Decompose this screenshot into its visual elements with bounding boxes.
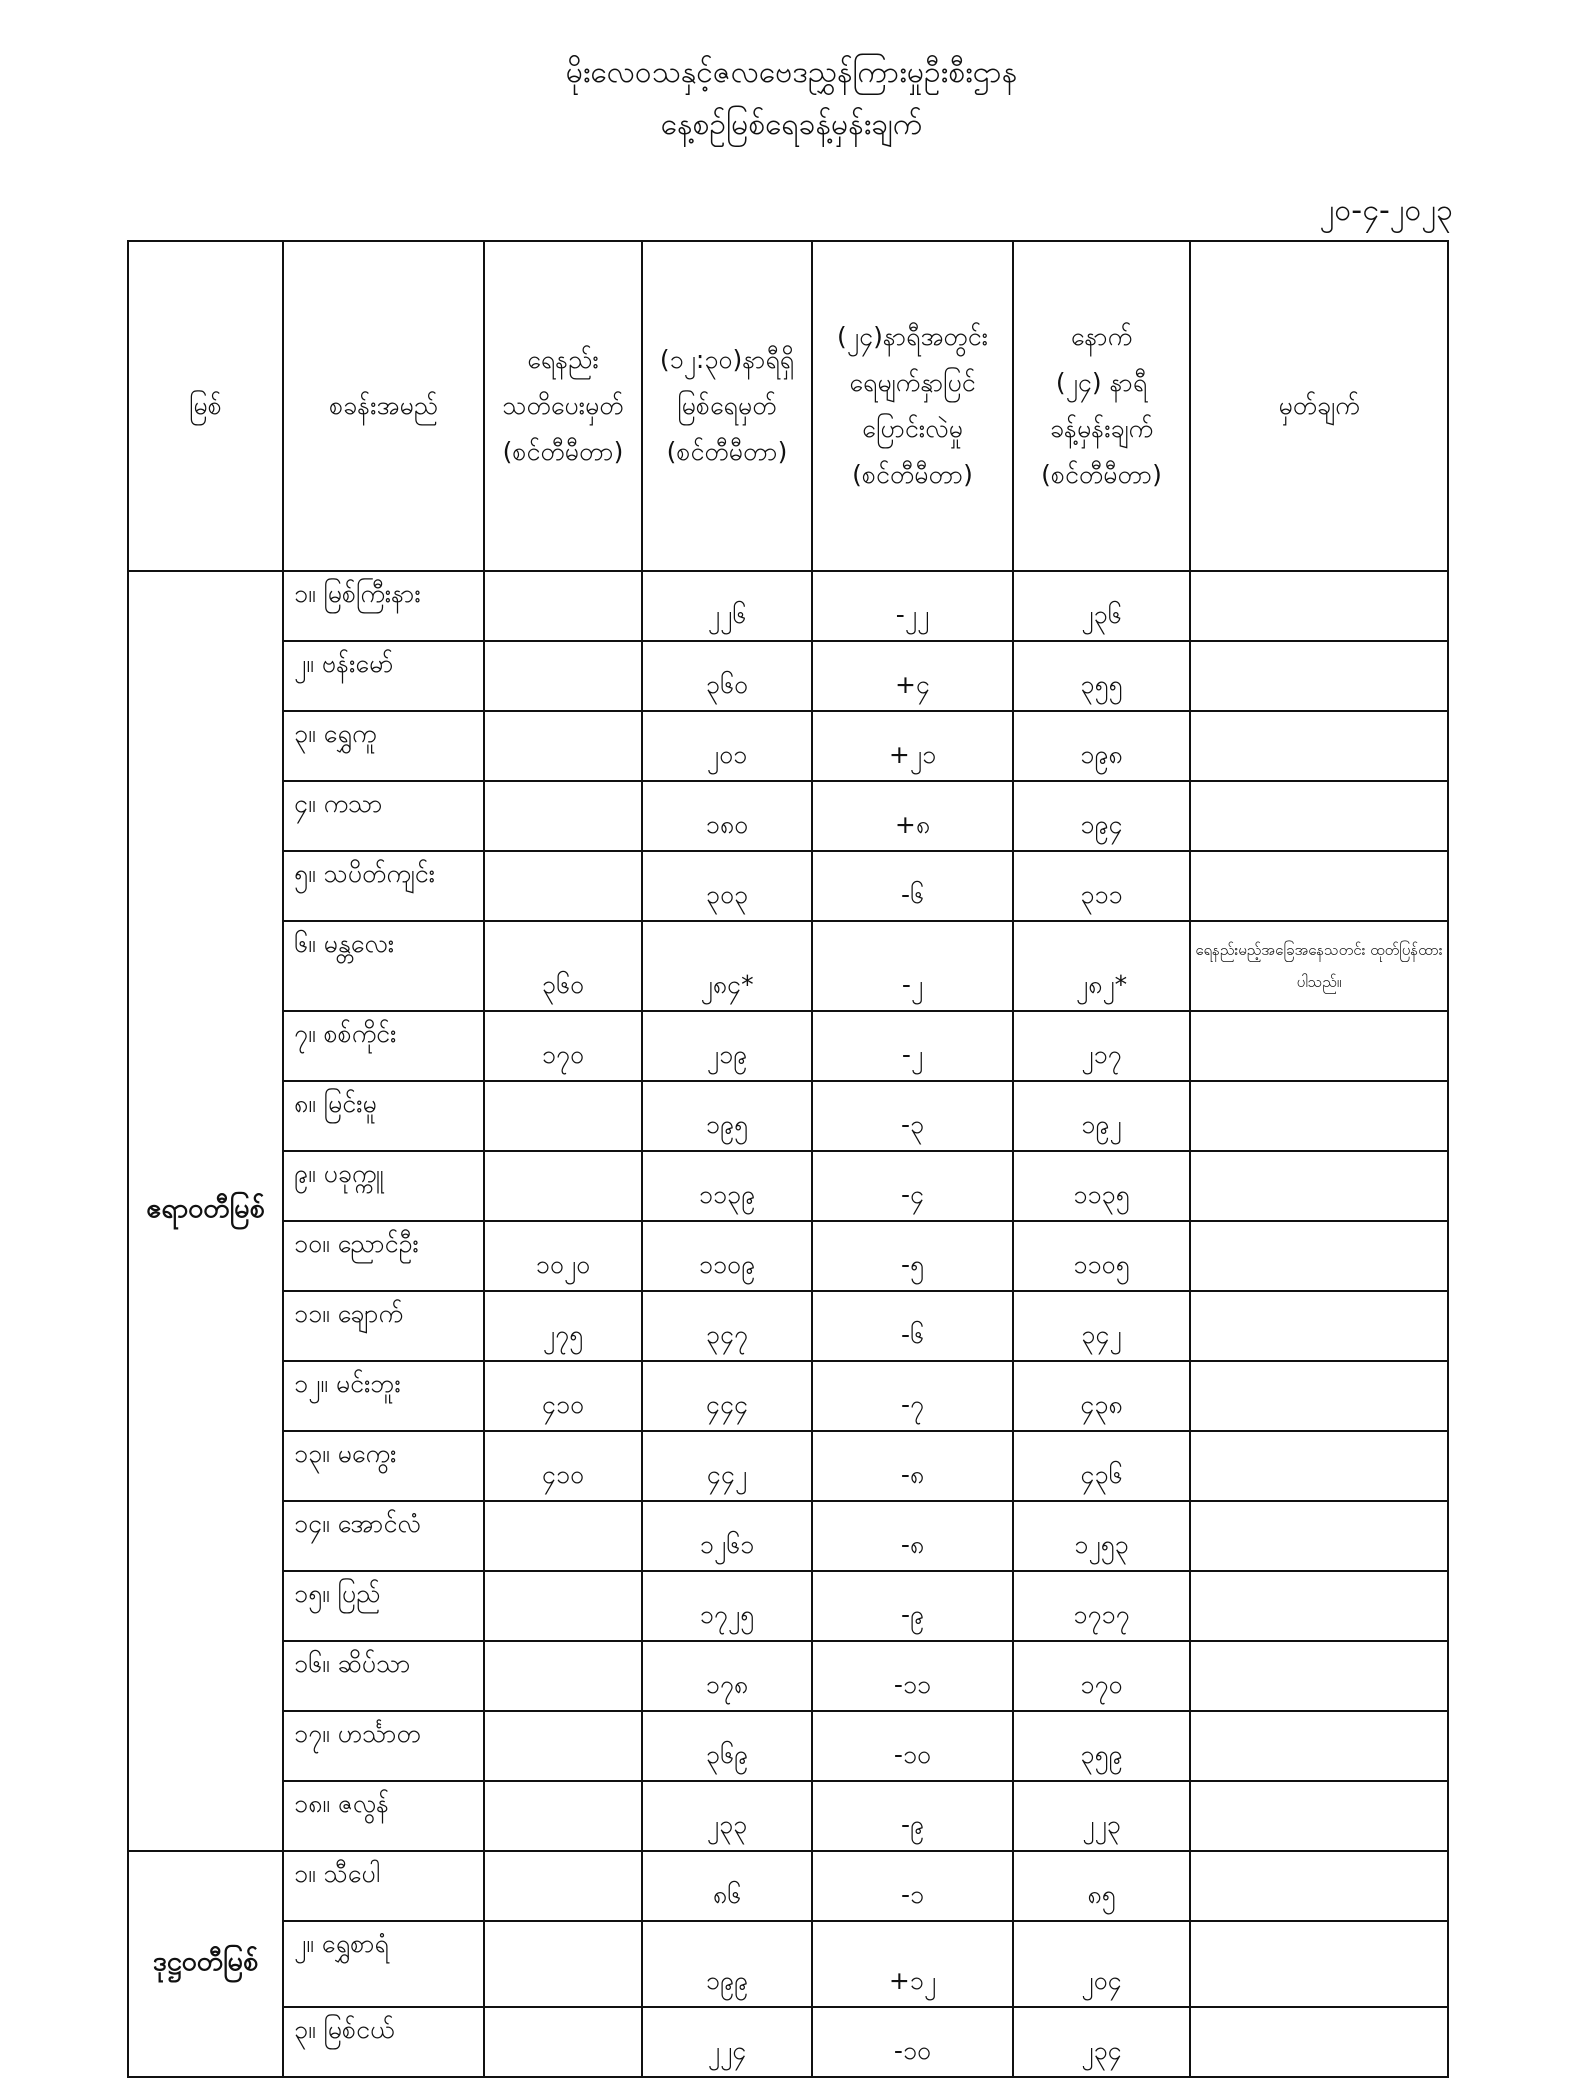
current-level: ၁၉၅ (642, 1081, 812, 1151)
level-change: -၉ (812, 1571, 1013, 1641)
table-row (128, 1151, 1448, 1221)
forecast-level: ၃၁၁ (1013, 851, 1190, 921)
danger-level (484, 1571, 642, 1641)
level-change: +၁၂ (812, 1921, 1013, 2007)
table-row (128, 571, 1448, 641)
current-level: ၂၃၃ (642, 1781, 812, 1851)
table-row (128, 1501, 1448, 1571)
forecast-level: ၁၉၈ (1013, 711, 1190, 781)
station-name: ၁၅။ ပြည် (283, 1571, 484, 1641)
table-row (128, 1011, 1448, 1081)
current-level: ၁၈၀ (642, 781, 812, 851)
remark-cell (1190, 851, 1448, 921)
current-level: ၂၈၄* (642, 921, 812, 1011)
remark-cell (1190, 781, 1448, 851)
remark-cell (1190, 1921, 1448, 2007)
level-change: +၂၁ (812, 711, 1013, 781)
danger-level (484, 641, 642, 711)
table-row (128, 1921, 1448, 2007)
danger-level (484, 1851, 642, 1921)
station-name: ၂။ ဗန်းမော် (283, 641, 484, 711)
remark-cell (1190, 1571, 1448, 1641)
station-name: ၁၂။ မင်းဘူး (283, 1361, 484, 1431)
forecast-level: ၂၁၇ (1013, 1011, 1190, 1081)
current-level: ၁၇၂၅ (642, 1571, 812, 1641)
level-change: -၂ (812, 921, 1013, 1011)
remark-cell (1190, 711, 1448, 781)
current-level: ၈၆ (642, 1851, 812, 1921)
station-name: ၁၀။ ညောင်ဦး (283, 1221, 484, 1291)
forecast-level: ၄၃၆ (1013, 1431, 1190, 1501)
table-row (128, 1851, 1448, 1921)
remark-cell (1190, 1011, 1448, 1081)
table-row (128, 1221, 1448, 1291)
remark-cell (1190, 2007, 1448, 2077)
current-level: ၁၁၃၉ (642, 1151, 812, 1221)
table-row (128, 711, 1448, 781)
danger-level: ၁၀၂၀ (484, 1221, 642, 1291)
forecast-level: ၁၉၂ (1013, 1081, 1190, 1151)
forecast-level: ၁၁၃၅ (1013, 1151, 1190, 1221)
danger-level (484, 1501, 642, 1571)
forecast-level: ၁၇၁၇ (1013, 1571, 1190, 1641)
remark-cell (1190, 1361, 1448, 1431)
station-name: ၃။ မြစ်ငယ် (283, 2007, 484, 2077)
remark-cell (1190, 1431, 1448, 1501)
level-change: -၇ (812, 1361, 1013, 1431)
station-name: ၁၄။ အောင်လံ (283, 1501, 484, 1571)
danger-level: ၄၁၀ (484, 1361, 642, 1431)
danger-level (484, 1781, 642, 1851)
river-name: ဧရာဝတီမြစ် (128, 571, 283, 1851)
river-forecast-table (127, 240, 1449, 2078)
remark-cell: ရေနည်းမည့်အခြေအနေသတင်း ထုတ်ပြန်ထားပါသည်။ (1190, 921, 1448, 1011)
level-change: +၈ (812, 781, 1013, 851)
remark-cell (1190, 571, 1448, 641)
header-row (128, 241, 1448, 571)
report-title: နေ့စဉ်မြစ်ရေခန့်မှန်းချက် (660, 107, 923, 142)
station-name: ၉။ ပခုက္ကူ (283, 1151, 484, 1221)
danger-level (484, 1921, 642, 2007)
station-name: ၇။ စစ်ကိုင်း (283, 1011, 484, 1081)
station-name: ၁၈။ ဇလွန် (283, 1781, 484, 1851)
station-name: ၄။ ကသာ (283, 781, 484, 851)
level-change: -၈ (812, 1431, 1013, 1501)
header-change: (၂၄)နာရီအတွင်း ရေမျက်နှာပြင် ပြောင်းလဲမှု (စင်တီမီတာ) (812, 241, 1013, 571)
forecast-level: ၂၃၆ (1013, 571, 1190, 641)
table-row (128, 1361, 1448, 1431)
level-change: -၆ (812, 851, 1013, 921)
forecast-level: ၁၂၅၃ (1013, 1501, 1190, 1571)
current-level: ၁၂၆၁ (642, 1501, 812, 1571)
current-level: ၄၄၂ (642, 1431, 812, 1501)
level-change: -၁ (812, 1851, 1013, 1921)
forecast-level: ၂၈၂* (1013, 921, 1190, 1011)
department-title: မိုးလေဝသနှင့်ဇလဗေဒညွှန်ကြားမှုဦးစီးဌာန (565, 55, 1018, 90)
forecast-level: ၄၃၈ (1013, 1361, 1190, 1431)
remark-cell (1190, 641, 1448, 711)
danger-level (484, 1641, 642, 1711)
current-level: ၄၄၄ (642, 1361, 812, 1431)
danger-level (484, 781, 642, 851)
table-row (128, 781, 1448, 851)
danger-level: ၂၇၅ (484, 1291, 642, 1361)
danger-level (484, 711, 642, 781)
header-river: မြစ် (128, 241, 283, 571)
danger-level (484, 851, 642, 921)
table-row (128, 1291, 1448, 1361)
remark-cell (1190, 1711, 1448, 1781)
current-level: ၃၆၉ (642, 1711, 812, 1781)
station-name: ၃။ ရွှေကူ (283, 711, 484, 781)
station-name: ၆။ မန္တလေး (283, 921, 484, 1011)
report-date: ၂၀-၄-၂၀၂၃ (1319, 193, 1453, 228)
table-row (128, 1431, 1448, 1501)
table-row (128, 1711, 1448, 1781)
table-row (128, 2007, 1448, 2077)
forecast-level: ၃၄၂ (1013, 1291, 1190, 1361)
current-level: ၂၂၆ (642, 571, 812, 641)
current-level: ၃၆၀ (642, 641, 812, 711)
level-change: -၁၀ (812, 1711, 1013, 1781)
remark-cell (1190, 1851, 1448, 1921)
current-level: ၁၇၈ (642, 1641, 812, 1711)
header-danger: ရေနည်း သတိပေးမှတ် (စင်တီမီတာ) (484, 241, 642, 571)
current-level: ၁၁၀၉ (642, 1221, 812, 1291)
remark-cell (1190, 1291, 1448, 1361)
danger-level: ၁၇၀ (484, 1011, 642, 1081)
station-name: ၁။ မြစ်ကြီးနား (283, 571, 484, 641)
forecast-level: ၂၂၃ (1013, 1781, 1190, 1851)
remark-cell (1190, 1221, 1448, 1291)
current-level: ၂၀၁ (642, 711, 812, 781)
level-change: -၂၂ (812, 571, 1013, 641)
level-change: -၅ (812, 1221, 1013, 1291)
station-name: ၁။ သီပေါ (283, 1851, 484, 1921)
table-row (128, 851, 1448, 921)
level-change: -၁၀ (812, 2007, 1013, 2077)
table-row (128, 1081, 1448, 1151)
danger-level (484, 1081, 642, 1151)
danger-level (484, 1711, 642, 1781)
forecast-level: ၁၇၀ (1013, 1641, 1190, 1711)
danger-level (484, 571, 642, 641)
header-station: စခန်းအမည် (283, 241, 484, 571)
current-level: ၂၂၄ (642, 2007, 812, 2077)
table-row (128, 1781, 1448, 1851)
station-name: ၁၆။ ဆိပ်သာ (283, 1641, 484, 1711)
level-change: +၄ (812, 641, 1013, 711)
level-change: -၆ (812, 1291, 1013, 1361)
table-row (128, 641, 1448, 711)
remark-cell (1190, 1081, 1448, 1151)
forecast-level: ၁၁၀၅ (1013, 1221, 1190, 1291)
forecast-level: ၃၅၅ (1013, 641, 1190, 711)
remark-cell (1190, 1781, 1448, 1851)
current-level: ၁၉၉ (642, 1921, 812, 2007)
danger-level (484, 2007, 642, 2077)
station-name: ၅။ သပိတ်ကျင်း (283, 851, 484, 921)
station-name: ၁၃။ မကွေး (283, 1431, 484, 1501)
station-name: ၂။ ရွှေစာရံ (283, 1921, 484, 2007)
header-current: (၁၂:၃၀)နာရီရှိ မြစ်ရေမှတ် (စင်တီမီတာ) (642, 241, 812, 571)
level-change: -၂ (812, 1011, 1013, 1081)
current-level: ၃၀၃ (642, 851, 812, 921)
danger-level (484, 1151, 642, 1221)
level-change: -၃ (812, 1081, 1013, 1151)
table-row (128, 921, 1448, 1011)
forecast-level: ၈၅ (1013, 1851, 1190, 1921)
danger-level: ၃၆၀ (484, 921, 642, 1011)
river-name: ဒုဋ္ဌဝတီမြစ် (128, 1851, 283, 2077)
station-name: ၁၇။ ဟင်္သာတ (283, 1711, 484, 1781)
level-change: -၄ (812, 1151, 1013, 1221)
forecast-level: ၃၅၉ (1013, 1711, 1190, 1781)
forecast-level: ၁၉၄ (1013, 781, 1190, 851)
table-row (128, 1571, 1448, 1641)
remark-cell (1190, 1151, 1448, 1221)
forecast-level: ၂၀၄ (1013, 1921, 1190, 2007)
forecast-level: ၂၃၄ (1013, 2007, 1190, 2077)
level-change: -၈ (812, 1501, 1013, 1571)
current-level: ၂၁၉ (642, 1011, 812, 1081)
table-body (128, 571, 1448, 2077)
remark-cell (1190, 1641, 1448, 1711)
table-row (128, 1641, 1448, 1711)
level-change: -၉ (812, 1781, 1013, 1851)
station-name: ၈။ မြင်းမူ (283, 1081, 484, 1151)
current-level: ၃၄၇ (642, 1291, 812, 1361)
danger-level: ၄၁၀ (484, 1431, 642, 1501)
header-forecast: နောက် (၂၄) နာရီ ခန့်မှန်းချက် (စင်တီမီတာ) (1013, 241, 1190, 571)
header-remark: မှတ်ချက် (1190, 241, 1448, 571)
station-name: ၁၁။ ချောက် (283, 1291, 484, 1361)
remark-cell (1190, 1501, 1448, 1571)
level-change: -၁၁ (812, 1641, 1013, 1711)
